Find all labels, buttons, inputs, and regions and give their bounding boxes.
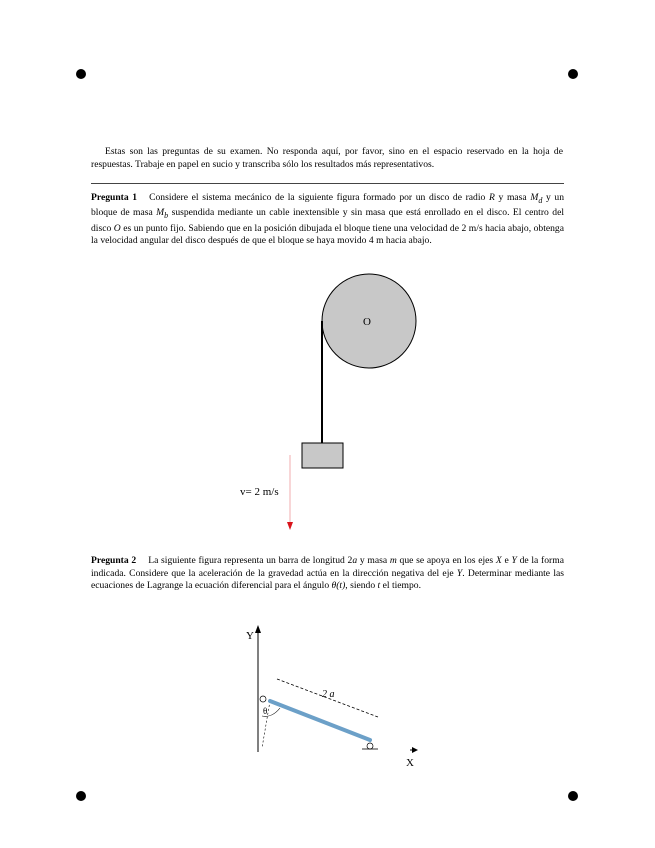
y-axis-arrow bbox=[255, 625, 261, 633]
disk-center-label: O bbox=[363, 316, 371, 328]
x-axis-label: X bbox=[406, 757, 414, 769]
bar-end-top bbox=[260, 696, 266, 702]
angle-label: θ bbox=[263, 706, 268, 716]
x-axis-arrow bbox=[412, 747, 418, 753]
question-1: Pregunta 1 Considere el sistema mecánico de la siguiente figura formado por un disco de radio R y masa $M_d$ y un bloque de masa $M_b$ suspendida mediante un cable inextensible y sin masa que está enrollado en el disco. El centro del disco O es un punto fijo. Sabiendo que en la posición dibujada el bloque tiene una velocidad de 2 m/s hacia abajo, obtenga la velocidad angular del disco después de que el bloque se haya movido 4 m hacia abajo. bbox=[91, 192, 564, 247]
length-label: 2 a bbox=[322, 689, 335, 700]
velocity-label: v= 2 m/s bbox=[240, 486, 279, 498]
question-2-label: Pregunta 2 bbox=[91, 555, 137, 566]
exam-instructions: Estas son las preguntas de su examen. No responda aquí, por favor, sino en el espacio reservado en la hoja de respuestas. Trabaje en papel en sucio y transcriba sólo los resultados más representativos. bbox=[91, 146, 563, 170]
question-1-label: Pregunta 1 bbox=[91, 192, 138, 203]
y-axis-label: Y bbox=[246, 630, 254, 642]
bar bbox=[270, 701, 370, 740]
bar-end-bottom bbox=[367, 743, 373, 749]
question-2: Pregunta 2 La siguiente figura representa un barra de longitud 2a y masa m que se apoya en los ejes X e Y de la forma indicada. Considere que la aceleración de la gravedad actúa en la dirección negativa del eje Y. Determinar mediante las ecuaciones de Lagrange la ecuación diferencial para el ángulo θ(t), siendo t el tiempo. bbox=[91, 555, 564, 591]
